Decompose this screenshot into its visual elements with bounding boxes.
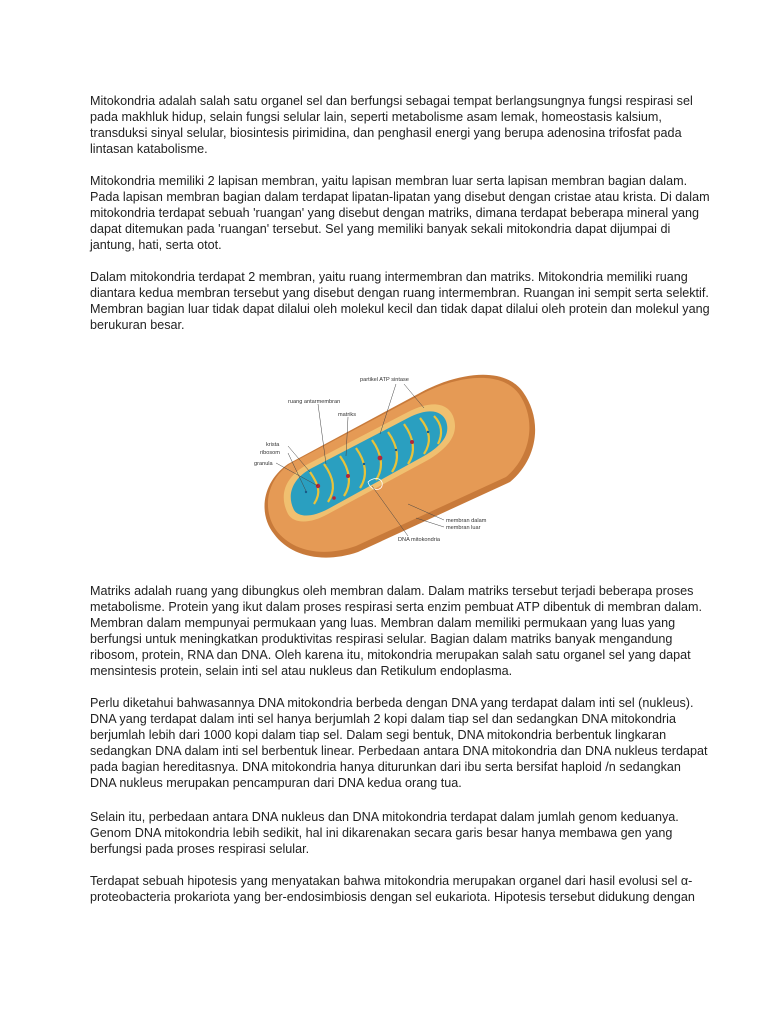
label-inner-membrane: membran dalam: [446, 518, 487, 524]
label-atp-synthase: partikel ATP sintase: [360, 377, 409, 383]
text-line: ribosom, protein, RNA dan DNA. Oleh karena itu, mitokondria merupakan salah satu organel sel yang dapat: [90, 648, 691, 662]
label-intermembrane-space: ruang antarmembran: [288, 399, 341, 405]
text-line: DNA yang terdapat dalam inti sel hanya berjumlah 2 kopi dalam tiap sel dan sedangkan DNA mitokondria: [90, 712, 676, 726]
text-line: Terdapat sebuah hipotesis yang menyatakan bahwa mitokondria merupakan organel dari hasil evolusi sel α-: [90, 874, 693, 888]
text-line: Pada lapisan membran bagian dalam terdapat lipatan-lipatan yang disebut dengan cristae atau krista. Di dalam: [90, 190, 710, 204]
text-line: pada bagian hereditasnya. DNA mitokondria hanya diturunkan dari ibu serta bersifat haploid /n sedangkan: [90, 760, 681, 774]
text-line: jantung, hati, serta otot.: [90, 238, 222, 252]
paragraph-intermembrane: [90, 269, 710, 333]
text-line: berjumlah lebih dari 1000 kopi dalam tiap sel. Dalam segi bentuk, DNA mitokondria berbentuk lingkaran: [90, 728, 667, 742]
mitochondria-diagram: [248, 364, 548, 564]
text-line: Selain itu, perbedaan antara DNA nukleus dan DNA mitokondria terdapat dalam jumlah genom keduanya.: [90, 810, 679, 824]
label-outer-membrane: membran luar: [446, 525, 481, 531]
paragraph-intro: [90, 93, 693, 157]
text-line: dapat ditemukan pada 'ruangan' tersebut. Sel yang memiliki banyak sekali mitokondria dapat dijumpai di: [90, 222, 671, 236]
text-line: Genom DNA mitokondria lebih sedikit, hal ini dikarenakan secara garis besar hanya membawa gen yang: [90, 826, 673, 840]
paragraph-hypothesis: [90, 873, 695, 905]
text-line: berfungsi pada proses respirasi selular.: [90, 842, 310, 856]
text-line: diantara kedua membran tersebut yang disebut dengan ruang intermembran. Ruangan ini sempit serta selektif.: [90, 286, 709, 300]
text-line: sedangkan DNA dalam inti sel berbentuk linear. Perbedaan antara DNA mitokondria dan DNA nukleus terdapat: [90, 744, 708, 758]
text-line: DNA nukleus merupakan pencampuran dari DNA kedua orang tua.: [90, 776, 462, 790]
text-line: metabolisme. Protein yang ikut dalam proses respirasi serta enzim pembuat ATP dibentuk di membran dalam.: [90, 600, 703, 614]
text-line: proteobacteria prokariota yang ber-endosimbiosis dengan sel eukariota. Hipotesis tersebut didukung dengan: [90, 890, 695, 904]
label-crista: krista: [266, 442, 280, 448]
label-mtdna: DNA mitokondria: [398, 537, 440, 543]
paragraph-dna-difference: [90, 695, 708, 791]
text-line: lintasan katabolisme.: [90, 142, 208, 156]
text-line: mitokondria terdapat sebuah 'ruangan' yang disebut dengan matriks, dimana terdapat beberapa mineral yang: [90, 206, 700, 220]
text-line: berfungsi untuk meningkatkan produktivitas respirasi selular. Bagian dalam matriks banyak mengandung: [90, 632, 673, 646]
paragraph-membranes: [90, 173, 710, 253]
text-line: berukuran besar.: [90, 318, 185, 332]
label-granule: granula: [254, 461, 273, 467]
label-ribosome: ribosom: [260, 450, 280, 456]
text-line: Membran bagian luar tidak dapat dilalui oleh molekul kecil dan tidak dapat dilalui oleh protein dan molekul yang: [90, 302, 710, 316]
paragraph-genome: [90, 809, 690, 857]
text-line: mensintesis protein, selain inti sel atau nukleus dan Retikulum endoplasma.: [90, 664, 513, 678]
text-line: Matriks adalah ruang yang dibungkus oleh membran dalam. Dalam matriks tersebut terjadi beberapa proses: [90, 584, 694, 598]
text-line: Mitokondria memiliki 2 lapisan membran, yaitu lapisan membran luar serta lapisan membran bagian dalam.: [90, 174, 688, 188]
text-line: Dalam mitokondria terdapat 2 membran, yaitu ruang intermembran dan matriks. Mitokondria memiliki ruang: [90, 270, 688, 284]
text-line: Mitokondria adalah salah satu organel sel dan berfungsi sebagai tempat berlangsungnya fungsi respirasi sel: [90, 94, 693, 108]
label-matrix: matriks: [338, 412, 357, 418]
text-line: Membran dalam mempunyai permukaan yang luas. Membran dalam memiliki permukaan yang luas yang: [90, 616, 676, 630]
text-line: transduksi sinyal selular, biosintesis pirimidina, dan penghasil energi yang berupa adenosina trifosfat pada: [90, 126, 682, 140]
text-line: pada makhluk hidup, selain fungsi selular lain, seperti metabolisme asam lemak, homeostasis kalsium,: [90, 110, 662, 124]
paragraph-matrix: [90, 583, 703, 679]
text-line: Perlu diketahui bahwasannya DNA mitokondria berbeda dengan DNA yang terdapat dalam inti sel (nukleus).: [90, 696, 694, 710]
